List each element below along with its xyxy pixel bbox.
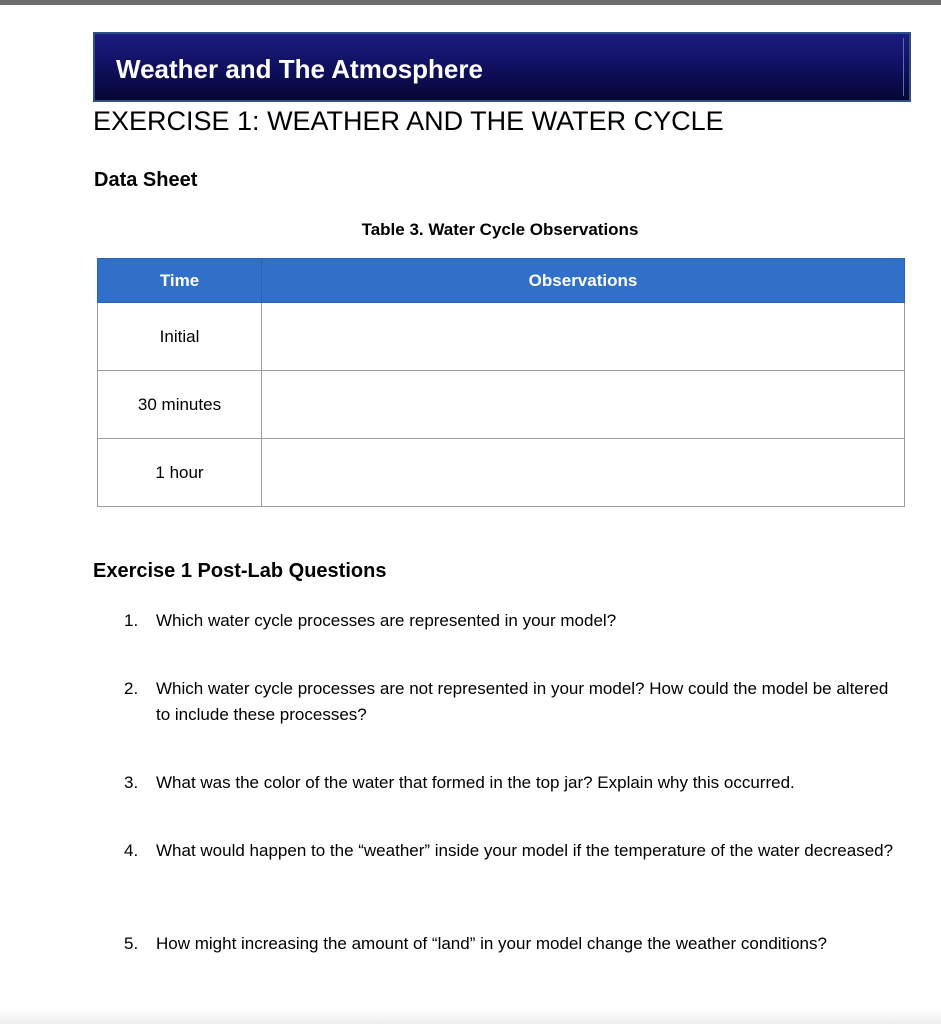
question-text: Which water cycle processes are represented in your model? [156, 611, 617, 630]
question-item [124, 838, 904, 864]
question-text: How might increasing the amount of “land” in your model change the weather conditions? [156, 934, 827, 953]
bottom-page-edge [0, 1008, 941, 1024]
exercise-title: EXERCISE 1: WEATHER AND THE WATER CYCLE [93, 106, 724, 136]
data-sheet-heading: Data Sheet [94, 169, 198, 191]
question-item [124, 931, 904, 957]
title-banner [93, 32, 911, 102]
question-item [124, 770, 904, 796]
water-cycle-observations-table [97, 258, 905, 507]
header-observations: Observations [262, 259, 905, 303]
question-number: 5. [124, 934, 139, 953]
top-window-edge [0, 0, 941, 5]
question-number: 3. [124, 773, 139, 792]
observation-cell[interactable] [262, 371, 905, 439]
question-number: 2. [124, 679, 139, 698]
table-row [98, 303, 905, 371]
question-number: 4. [124, 841, 139, 860]
time-cell: Initial [98, 303, 262, 371]
question-text: Which water cycle processes are not represented in your model? How could the model be altered to include these processes? [156, 679, 889, 724]
observation-cell[interactable] [262, 303, 905, 371]
table-row [98, 439, 905, 507]
question-text: What was the color of the water that formed in the top jar? Explain why this occurred. [156, 773, 795, 792]
question-number: 1. [124, 611, 139, 630]
table-header-row [98, 259, 905, 303]
time-cell: 30 minutes [98, 371, 262, 439]
banner-inner-line [903, 38, 904, 96]
question-item [124, 676, 904, 728]
observation-cell[interactable] [262, 439, 905, 507]
time-cell: 1 hour [98, 439, 262, 507]
table-row [98, 371, 905, 439]
banner-title: Weather and The Atmosphere [116, 54, 483, 84]
question-text: What would happen to the “weather” inside your model if the temperature of the water decreased? [156, 841, 894, 860]
table-caption: Table 3. Water Cycle Observations [361, 220, 639, 239]
post-lab-heading: Exercise 1 Post-Lab Questions [93, 560, 387, 582]
header-time: Time [98, 259, 262, 303]
question-item [124, 608, 904, 634]
